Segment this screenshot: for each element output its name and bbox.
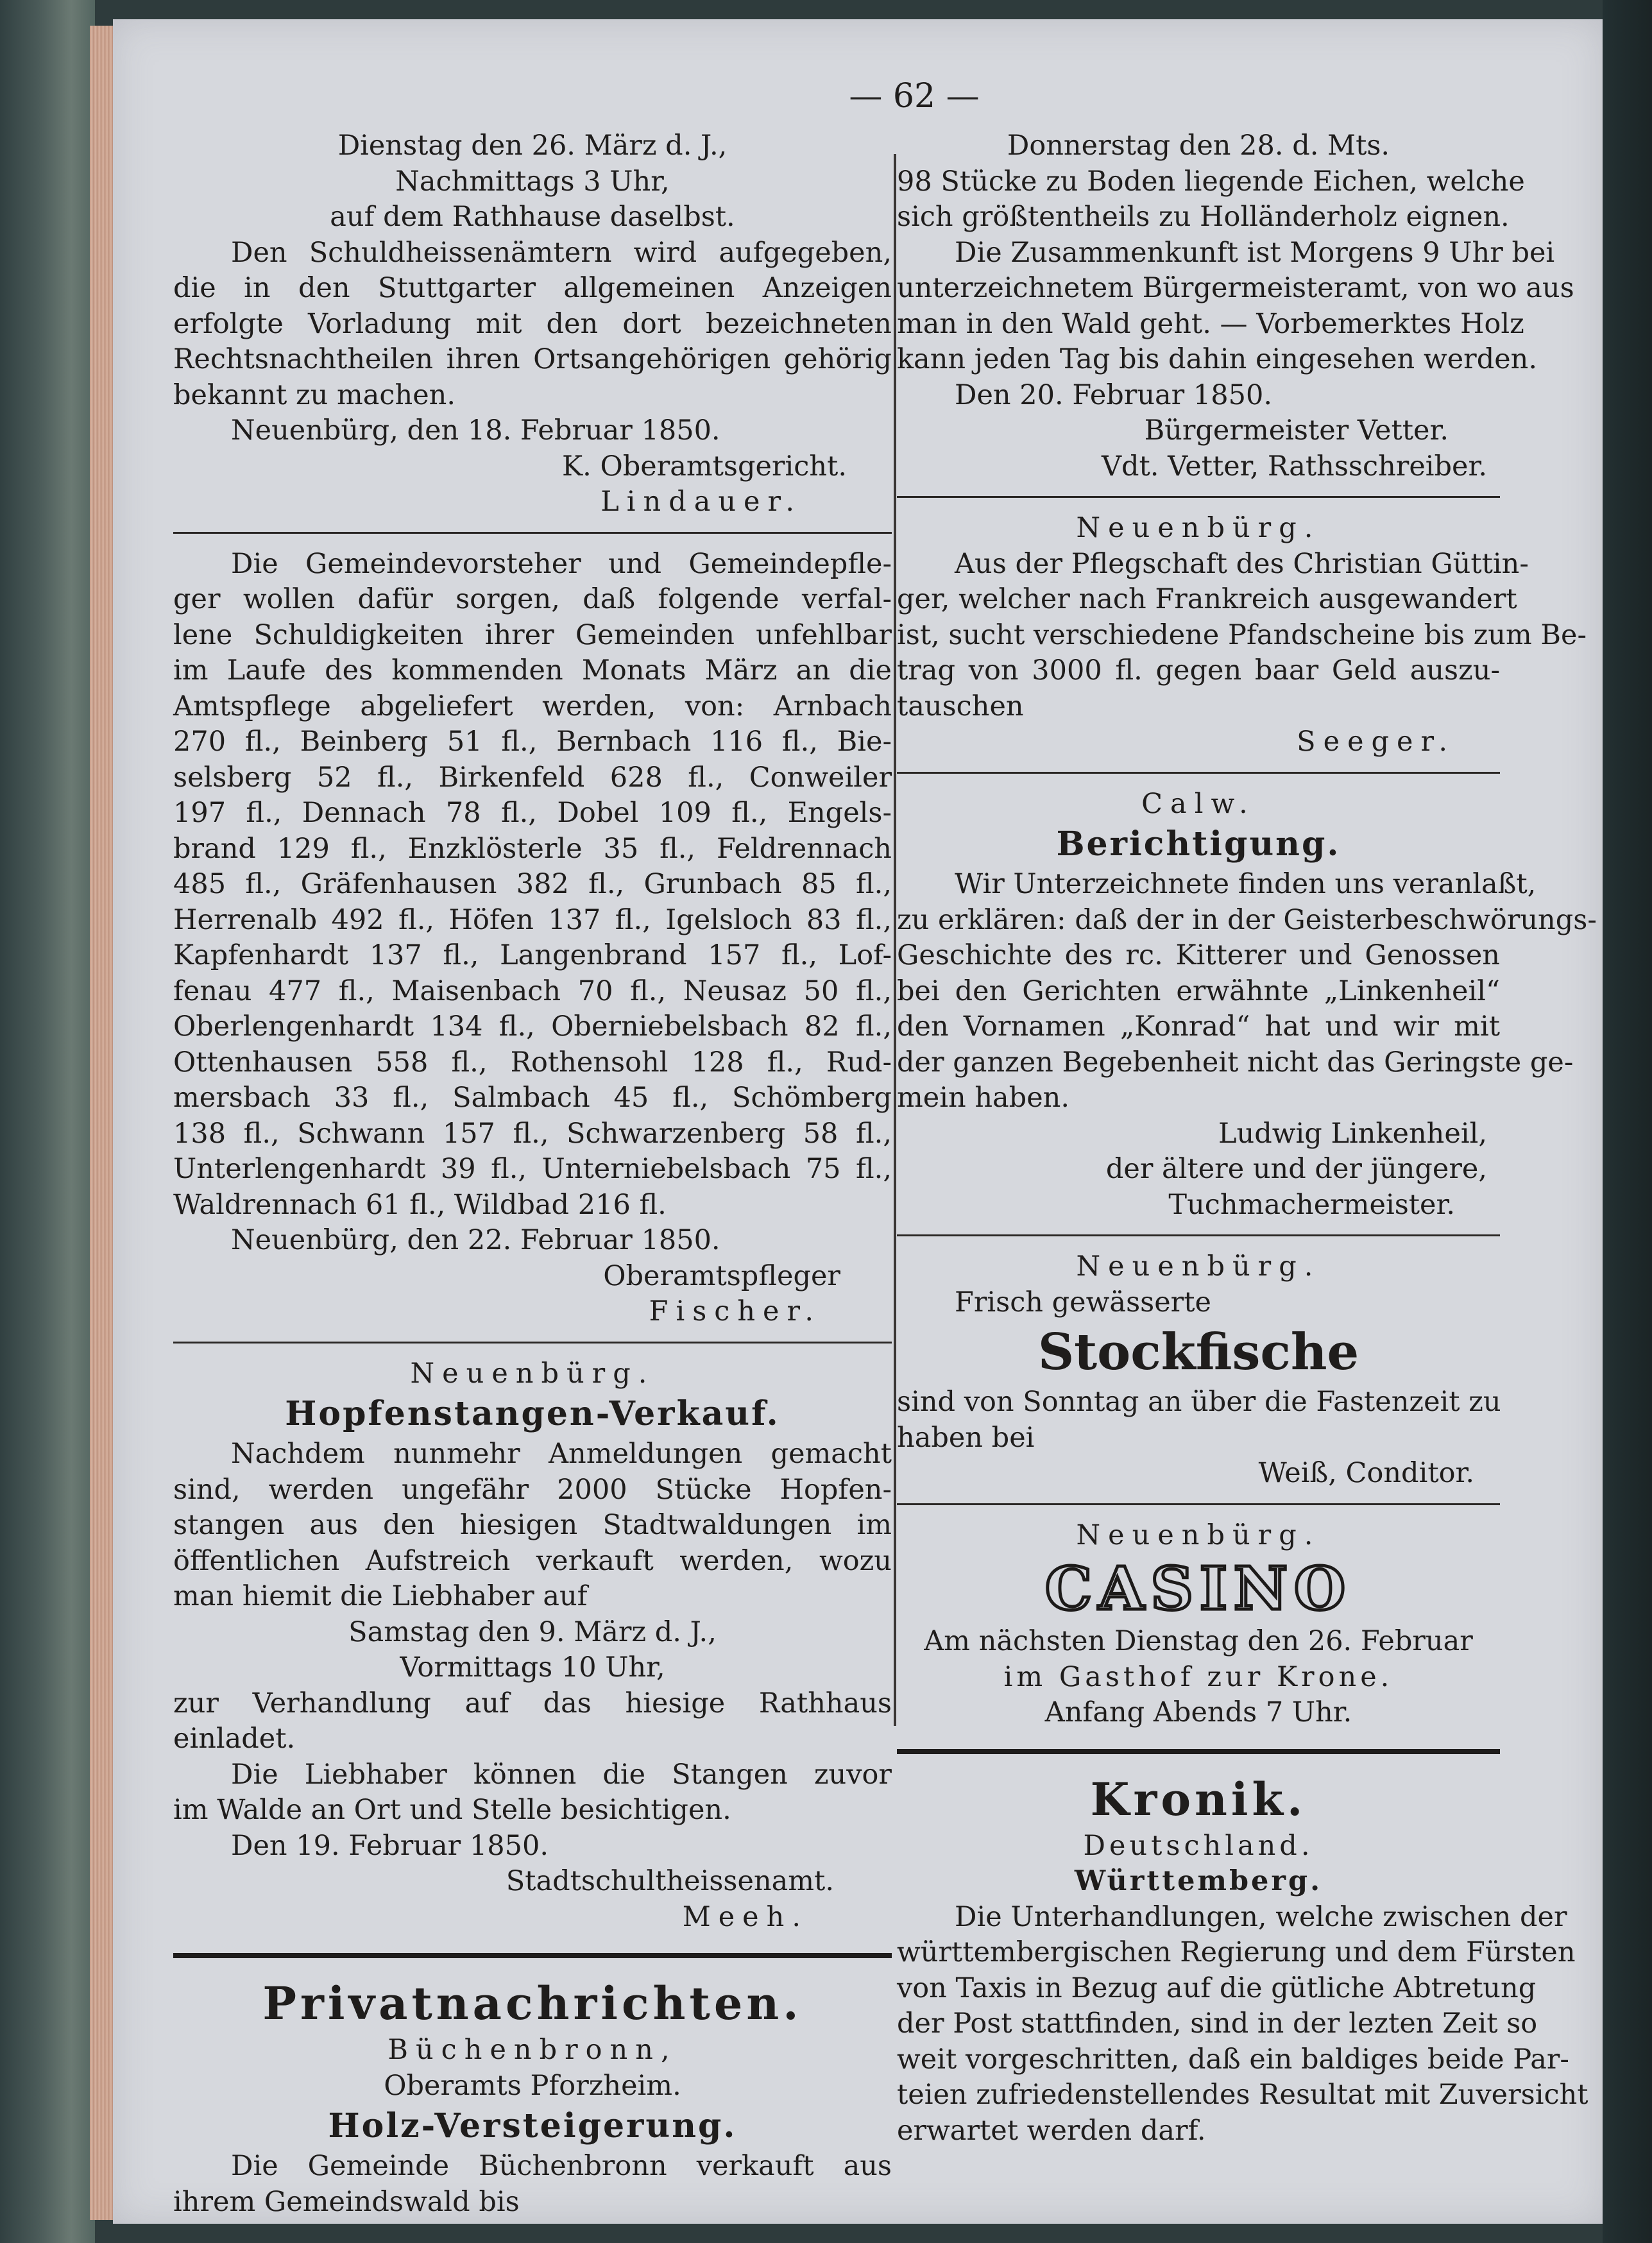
separator [173,1342,892,1343]
text-line: württembergischen Regierung und dem Fürsten [897,1936,1576,1968]
book-binding [0,0,95,2243]
section-separator [173,1953,892,1958]
dateline: Den 19. Februar 1850. [231,1829,549,1862]
text-line: Nachmittags 3 Uhr, [395,165,670,198]
country-heading: Deutschland. [1083,1829,1314,1862]
separator [173,532,892,534]
separator [897,1234,1500,1236]
dateline: Neuenbürg, den 18. Februar 1850. [231,414,720,447]
text-line: Wir Unterzeichnete finden uns veranlaßt, [955,868,1537,900]
signature: K. Oberamtsgericht. [561,450,847,482]
text-line: Die Zusammenkunft ist Morgens 9 Uhr bei [955,236,1555,269]
text-line: von Taxis in Bezug auf die gütliche Abtretung [897,1972,1537,2004]
text-line: Anfang Abends 7 Uhr. [1044,1696,1352,1728]
text-line: lene Schuldigkeiten ihrer Gemeinden unfehlbar [173,618,892,651]
text-line: Dienstag den 26. März d. J., [337,130,728,162]
signature: Seeger. [1297,726,1455,758]
casino-title: CASINO [1044,1554,1352,1623]
text-line: 98 Stücke zu Boden liegende Eichen, welche [897,165,1525,198]
text-line: der Post stattfinden, sind in der lezten Zeit so [897,2008,1538,2040]
text-line: 270 fl., Beinberg 51 fl., Bernbach 116 fl., Bie- [173,726,892,758]
text-line: ihrem Gemeindswald bis [173,2185,520,2218]
text-line: im Walde an Ort und Stelle besichtigen. [173,1794,731,1826]
signature: Ludwig Linkenheil, [1218,1117,1487,1150]
page-number: — 62 — [849,77,980,115]
place-heading: Neuenbürg. [1076,1250,1321,1283]
section-separator [897,1749,1500,1754]
section-title: Kronik. [1090,1772,1307,1826]
signature: Tuchmachermeister. [1168,1188,1455,1221]
text-line: Rechtsnachtheilen ihren Ortsangehörigen gehörig [173,343,892,375]
text-line: teien zufriedenstellendes Resultat mit Zuversicht [897,2079,1588,2111]
signature: Fischer. [649,1295,821,1327]
text-line: Kapfenhardt 137 fl., Langenbrand 157 fl., Lof- [173,939,892,971]
text-line: Ottenhausen 558 fl., Rothensohl 128 fl., Rud- [173,1046,892,1079]
text-line: kann jeden Tag bis dahin eingesehen werden. [897,343,1538,375]
text-line: sich größtentheils zu Holländerholz eignen. [897,201,1510,233]
signature: Stadtschultheissenamt. [506,1865,834,1897]
separator [897,1503,1500,1505]
text-line: Die Gemeinde Büchenbronn verkauft aus [231,2150,892,2182]
text-line: ger, welcher nach Frankreich ausgewandert [897,583,1517,615]
text-line: stangen aus den hiesigen Stadtwaldungen im [173,1509,892,1541]
notice-wood-auction-cont [897,128,1574,484]
text-line: Die Gemeindevorsteher und Gemeindepfle- [231,547,892,580]
notice-court-date [173,128,892,235]
text-line: fenau 477 fl., Maisenbach 70 fl., Neusaz 50 fl., [173,975,892,1007]
place-subheading: Oberamts Pforzheim. [384,2069,681,2102]
text-line: 138 fl., Schwann 157 fl., Schwarzenberg 58 fl., [173,1117,892,1150]
column-divider [894,154,896,1726]
text-line: erfolgte Vorladung mit den dort bezeichneten [173,307,892,340]
text-line: trag von 3000 fl. gegen baar Geld auszu- [897,654,1500,687]
text-line: mersbach 33 fl., Salmbach 45 fl., Schömberg [173,1082,892,1114]
place-heading: Neuenbürg. [1076,1519,1321,1551]
state-heading: Württemberg. [1074,1865,1323,1897]
notice-court-body [173,235,892,520]
signature: Meeh. [682,1900,808,1933]
text-line: Samstag den 9. März d. J., [348,1616,717,1648]
text-line: bei den Gerichten erwähnte „Linkenheil“ [897,975,1500,1007]
place-heading: Büchenbronn, [387,2034,677,2066]
dateline: Neuenbürg, den 22. Februar 1850. [231,1224,720,1256]
text-line: einladet. [173,1723,296,1755]
notice-municipal-debts [173,547,892,1330]
text-line: selsberg 52 fl., Birkenfeld 628 fl., Conweiler [173,761,892,794]
text-line: weit vorgeschritten, daß ein baldiges beide Par- [897,2043,1569,2076]
text-line: ist, sucht verschiedene Pfandscheine bis zum Be- [897,618,1587,651]
text-line: Frisch gewässerte [955,1286,1211,1318]
text-line: mein haben. [897,1082,1070,1114]
text-line: sind von Sonntag an über die Fastenzeit zu [897,1386,1501,1418]
text-line: Am nächsten Dienstag den 26. Februar [924,1625,1473,1657]
text-line: den Vornamen „Konrad“ hat und wir mit [897,1011,1500,1043]
notice-correction [897,787,1597,1224]
text-line: Amtspflege abgeliefert werden, von: Arnbach [173,690,892,722]
text-line: unterzeichnetem Bürgermeisteramt, von wo aus [897,272,1574,304]
page-edges [90,26,113,2220]
signature: Oberamtspfleger [603,1259,840,1292]
signature: der ältere und der jüngere, [1105,1153,1487,1185]
notice-wood-auction [173,2033,892,2220]
text-line: bekannt zu machen. [173,379,456,411]
advert-stockfish [897,1249,1500,1492]
place-heading: Neuenbürg. [1076,512,1321,544]
advert-casino [897,1518,1500,1731]
text-line: brand 129 fl., Enzklösterle 35 fl., Feldrennach [173,832,892,865]
text-line: Unterlengenhardt 39 fl., Unterniebelsbach 75 fl., [173,1153,892,1185]
signature: Weiß, Conditor. [1258,1457,1474,1489]
text-line: auf dem Rathhause daselbst. [330,201,735,233]
left-column [173,128,892,2220]
text-line: öffentlichen Aufstreich verkauft werden, wozu [173,1544,892,1577]
notice-title: Holz-Versteigerung. [328,2106,737,2145]
text-line: zu erklären: daß der in der Geisterbeschwörungs- [897,903,1597,936]
text-line: Nachdem nunmehr Anmeldungen gemacht [231,1438,892,1470]
separator [897,772,1500,774]
text-line: Oberlengenhardt 134 fl., Oberniebelsbach 82 fl., [173,1011,892,1043]
text-line: im Gasthof zur Krone. [1003,1660,1393,1693]
text-line: tauschen [897,690,1024,722]
text-line: Die Liebhaber können die Stangen zuvor [231,1758,892,1791]
text-line: haben bei [897,1421,1035,1454]
dateline: Den 20. Februar 1850. [955,379,1273,411]
notice-title: Berichtigung. [1056,824,1341,864]
notice-hop-poles [173,1356,892,1936]
signature: Lindauer. [600,486,802,518]
text-line: man in den Wald geht. — Vorbemerktes Holz [897,307,1524,340]
text-line: Waldrennach 61 fl., Wildbad 216 fl. [173,1188,667,1221]
text-line: die in den Stuttgarter allgemeinen Anzeigen [173,272,892,304]
text-line: der ganzen Begebenheit nicht das Geringste ge- [897,1046,1574,1079]
text-line: Den Schuldheissenämtern wird aufgegeben, [231,236,892,269]
text-line: zur Verhandlung auf das hiesige Rathhaus [173,1687,892,1719]
news-germany [897,1829,1588,2149]
text-line: Vormittags 10 Uhr, [400,1651,665,1684]
text-line: Aus der Pflegschaft des Christian Güttin- [955,547,1529,580]
notice-title: Hopfenstangen-Verkauf. [285,1394,780,1433]
advert-title: Stockfische [1037,1323,1359,1381]
right-background [1603,0,1652,2243]
text-line: Geschichte des rc. Kitterer und Genossen [897,939,1500,971]
text-line: Donnerstag den 28. d. Mts. [1007,130,1390,162]
text-line: im Laufe des kommenden Monats März an die [173,654,892,687]
notice-pledge-exchange [897,511,1587,760]
right-column [897,128,1597,2149]
signature: Bürgermeister Vetter. [1144,414,1449,447]
text-line: 485 fl., Gräfenhausen 382 fl., Grunbach 85 fl., [173,868,892,900]
text-line: Herrenalb 492 fl., Höfen 137 fl., Igelsloch 83 fl., [173,903,892,936]
place-heading: Calw. [1141,787,1256,820]
signature: Vdt. Vetter, Rathsschreiber. [1101,450,1487,482]
text-line: ger wollen dafür sorgen, daß folgende verfal- [173,583,892,615]
separator [897,496,1500,498]
section-title: Privatnachrichten. [262,1977,803,2030]
text-line: man hiemit die Liebhaber auf [173,1580,588,1612]
text-line: sind, werden ungefähr 2000 Stücke Hopfen- [173,1473,892,1506]
place-heading: Neuenbürg. [410,1357,655,1390]
text-line: Die Unterhandlungen, welche zwischen der [955,1900,1567,1933]
text-line: 197 fl., Dennach 78 fl., Dobel 109 fl., Engels- [173,797,892,829]
text-line: erwartet werden darf. [897,2114,1206,2147]
